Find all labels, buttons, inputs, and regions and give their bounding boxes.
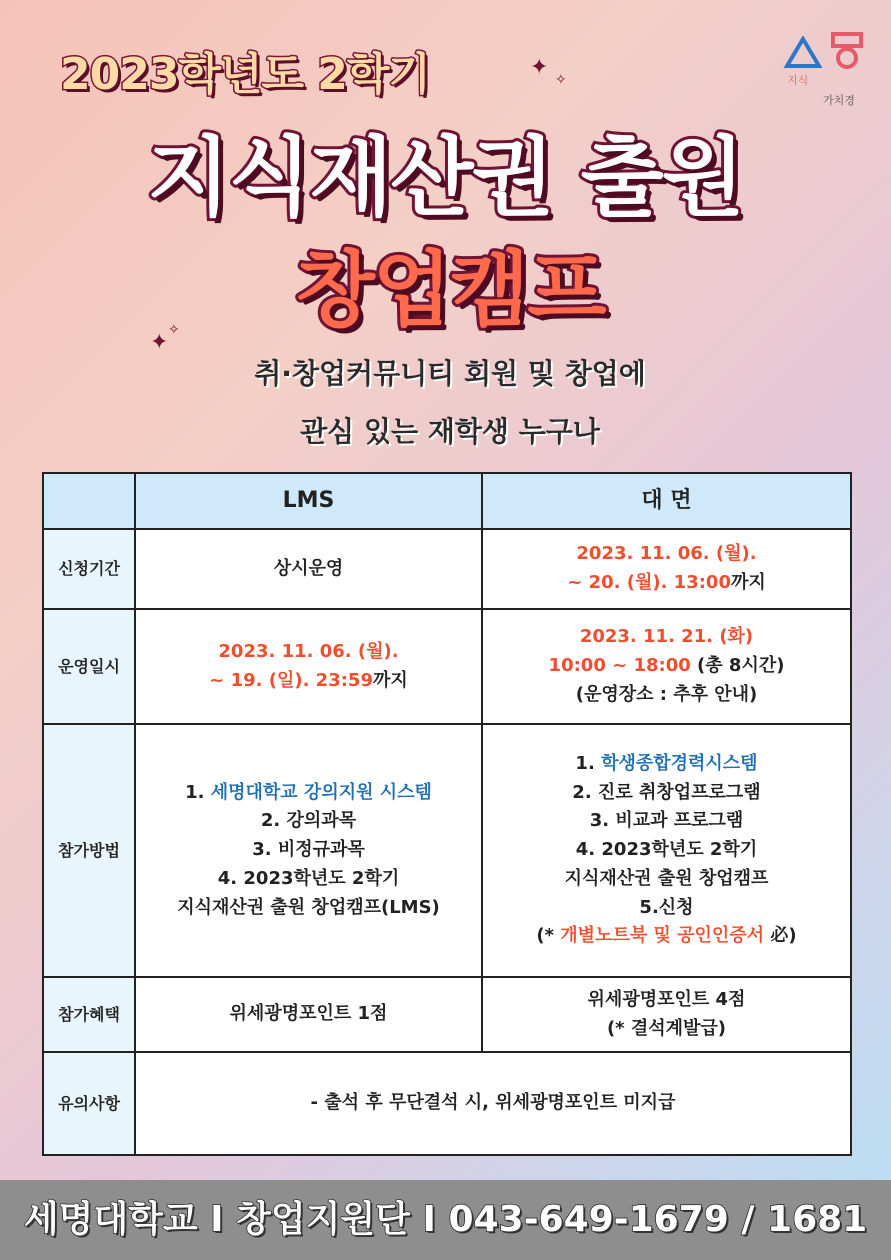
- subtitle-line2: 관심 있는 재학생 누구나: [300, 415, 600, 448]
- step-number: 1.: [185, 781, 211, 803]
- info-table: [42, 472, 852, 1156]
- method-lms-cell: [135, 724, 482, 977]
- run-offline-hours: 10:00 ~ 18:00: [548, 655, 691, 677]
- method-lms-step2: 2. 강의과목: [260, 810, 357, 832]
- note-suffix: 必): [764, 925, 797, 947]
- target-audience: [150, 345, 750, 461]
- method-offline-step5: 5.신청: [639, 896, 694, 918]
- method-lms-step3: 3. 비정규과목: [252, 839, 365, 861]
- table-row: [43, 977, 851, 1052]
- run-offline-place: (운영장소 : 추후 안내): [575, 683, 758, 705]
- method-lms-step4: 4. 2023학년도 2학기: [217, 867, 400, 889]
- table-row: [43, 609, 851, 724]
- method-offline-step3: 3. 비교과 프로그램: [589, 810, 744, 832]
- logo-text: 지식: [787, 74, 809, 87]
- row-label: 참가혜택: [43, 977, 135, 1052]
- method-offline-step4: 4. 2023학년도 2학기: [575, 839, 758, 861]
- run-offline-date: 2023. 11. 21. (화): [579, 626, 754, 648]
- footer-contact: 세명대학교 I 창업지원단 I 043-649-1679 / 1681: [0, 1180, 891, 1260]
- apply-offline-cell: [482, 529, 851, 609]
- sparkle-icon: ✦: [150, 330, 169, 355]
- apply-lms-cell: 상시운영: [135, 529, 482, 609]
- triangle-logo-icon: [783, 36, 823, 70]
- method-offline-step4b: 지식재산권 출원 창업캠프: [564, 867, 769, 889]
- step-number: 1.: [575, 752, 602, 774]
- method-lms-step4b: 지식재산권 출원 창업캠프(LMS): [177, 896, 440, 918]
- header-lms: LMS: [135, 473, 482, 529]
- table-row: [43, 1052, 851, 1155]
- subtitle-line1: 취·창업커뮤니티 회원 및 창업에: [254, 357, 646, 390]
- method-offline-step1: [483, 750, 850, 779]
- logo: [775, 22, 875, 122]
- row-label: 운영일시: [43, 609, 135, 724]
- run-lms-end-date: ~ 19. (일). 23:59: [209, 669, 373, 691]
- logo-text: 가치경: [823, 94, 855, 107]
- benefit-lms-cell: 위세광명포인트 1점: [135, 977, 482, 1052]
- circle-logo-icon: [829, 30, 865, 70]
- method-offline-system: 학생종합경력시스템: [601, 752, 758, 774]
- row-label: 참가방법: [43, 724, 135, 977]
- row-label: 유의사항: [43, 1052, 135, 1155]
- benefit-offline-note: (* 결석계발급): [606, 1017, 727, 1039]
- run-lms-end: [136, 667, 481, 696]
- caution-cell: - 출석 후 무단결석 시, 위세광명포인트 미지급: [135, 1052, 851, 1155]
- header-offline: 대 면: [482, 473, 851, 529]
- year-title: 2023학년도 2학기: [60, 49, 430, 100]
- method-offline-note: [483, 922, 850, 951]
- run-lms-cell: [135, 609, 482, 724]
- run-lms-date: 2023. 11. 06. (월).: [218, 640, 399, 662]
- note-required-items: 개별노트북 및 공인인증서: [560, 925, 765, 947]
- sparkle-icon: ✦: [530, 55, 549, 80]
- benefit-offline-points: 위세광명포인트 4점: [587, 988, 746, 1010]
- method-lms-system: 세명대학교 강의지원 시스템: [210, 781, 432, 803]
- table-row: [43, 529, 851, 609]
- apply-offline-date: 2023. 11. 06. (월).: [576, 543, 757, 565]
- sparkle-icon: ✧: [168, 322, 180, 338]
- camp-title: 창업캠프: [295, 243, 605, 338]
- note-prefix: (*: [536, 925, 561, 947]
- apply-offline-end: [483, 569, 850, 598]
- method-lms-step1: [136, 779, 481, 808]
- run-offline-cell: [482, 609, 851, 724]
- header-empty-cell: [43, 473, 135, 529]
- apply-offline-suffix: 까지: [730, 572, 766, 593]
- table-row: [43, 724, 851, 977]
- apply-offline-end-date: ~ 20. (월). 13:00: [567, 572, 731, 593]
- method-offline-step2: 2. 진로 취창업프로그램: [572, 781, 761, 803]
- benefit-offline-cell: [482, 977, 851, 1052]
- main-title: 지식재산권 출원: [147, 128, 743, 228]
- run-offline-time: [483, 652, 850, 681]
- run-offline-total: (총 8시간): [690, 655, 785, 677]
- sparkle-icon: ✧: [555, 72, 567, 88]
- table-header-row: [43, 473, 851, 529]
- run-lms-suffix: 까지: [372, 669, 408, 691]
- row-label: 신청기간: [43, 529, 135, 609]
- method-offline-cell: [482, 724, 851, 977]
